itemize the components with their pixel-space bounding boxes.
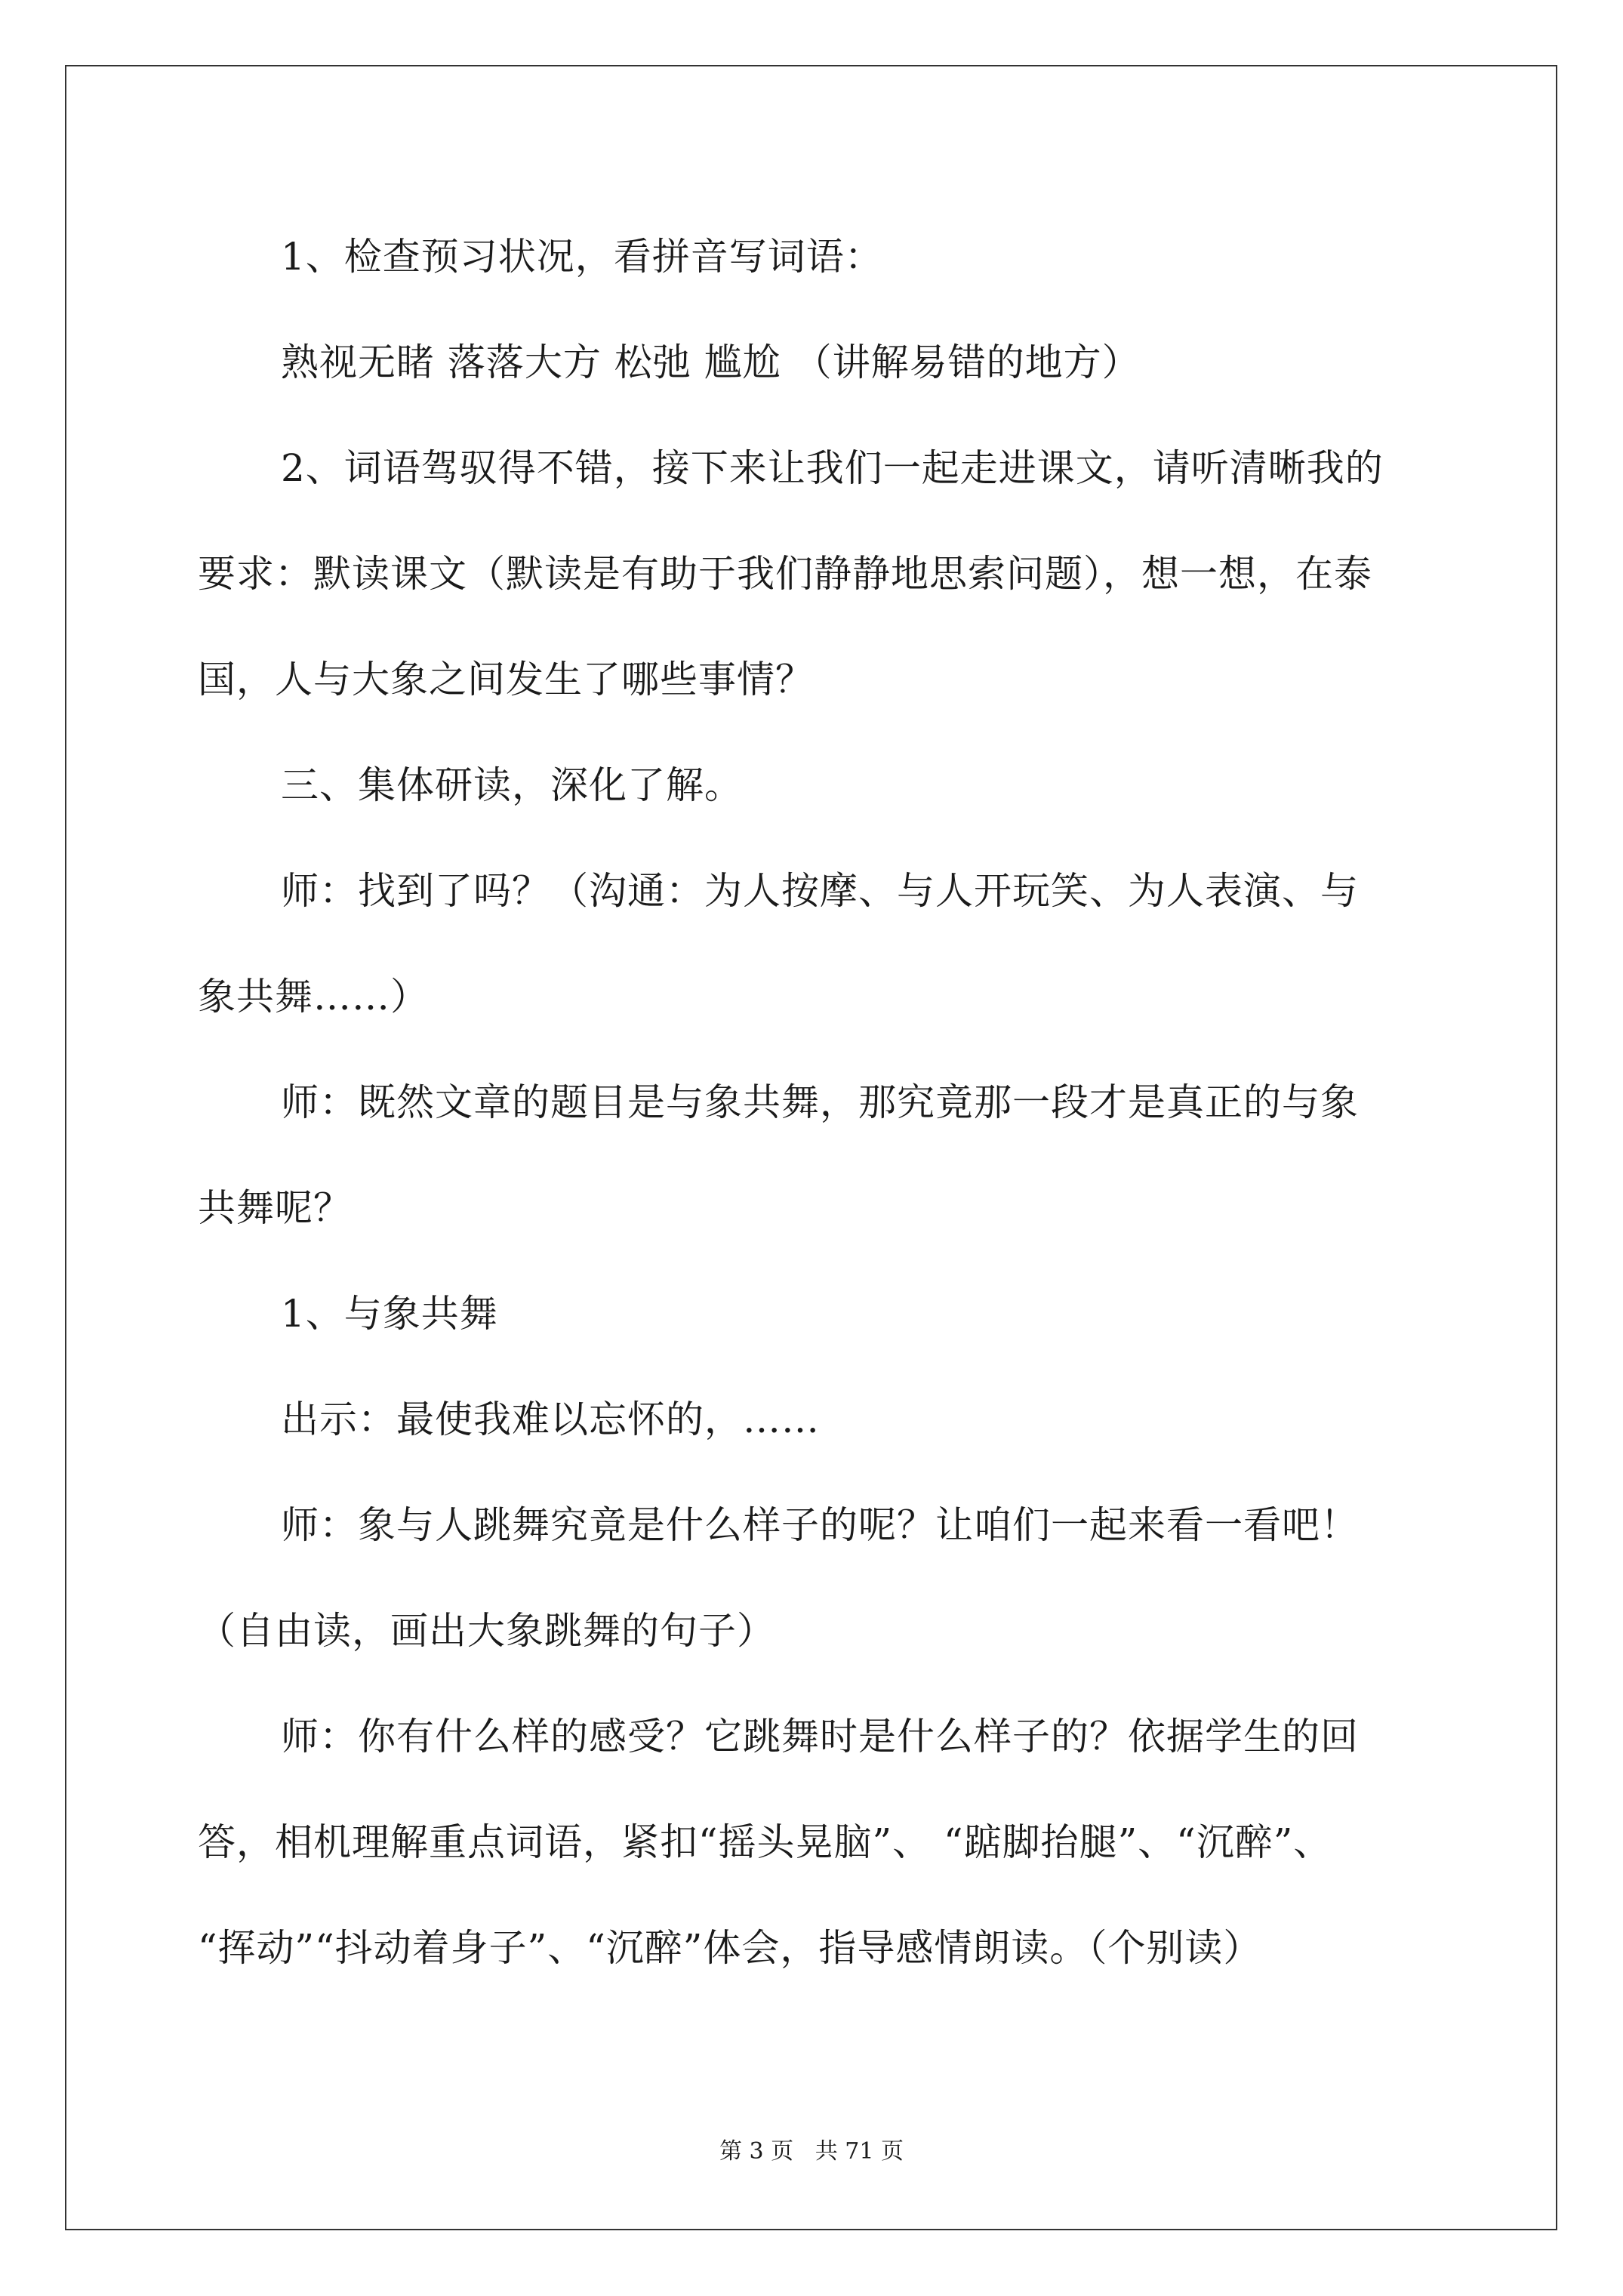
paragraph-line: 2、词语驾驭得不错，接下来让我们一起走进课文，请听清晰我的 bbox=[281, 446, 1384, 490]
paragraph-line: 师：找到了吗？（沟通：为人按摩、与人开玩笑、为人表演、与 bbox=[281, 869, 1359, 913]
paragraph-line: 国，人与大象之间发生了哪些事情？ bbox=[198, 658, 814, 701]
paragraph-line: 1、检查预习状况，看拼音写词语： bbox=[281, 235, 883, 279]
paragraph-line: 熟视无睹 落落大方 松弛 尴尬 （讲解易错的地方） bbox=[281, 341, 1141, 384]
subheading: 1、与象共舞 bbox=[281, 1292, 498, 1336]
paragraph-line: （自由读，画出大象跳舞的句子） bbox=[198, 1609, 775, 1653]
paragraph-line: 师：既然文章的题目是与象共舞，那究竟那一段才是真正的与象 bbox=[281, 1080, 1359, 1124]
page-number: 第 3 页 共 71 页 bbox=[719, 2138, 904, 2165]
paragraph-line: 共舞呢？ bbox=[198, 1186, 352, 1230]
paragraph-line: 出示：最使我难以忘怀的，…… bbox=[281, 1398, 820, 1441]
paragraph-line: 要求：默读课文（默读是有助于我们静静地思索问题），想一想，在泰 bbox=[198, 552, 1372, 596]
section-heading: 三、集体研读，深化了解。 bbox=[281, 763, 743, 807]
paragraph-line: 象共舞……） bbox=[198, 975, 429, 1019]
paragraph-line: “挥动”“抖动着身子”、“沉醉”体会，指导感情朗读。（个别读） bbox=[198, 1926, 1262, 1970]
paragraph-line: 师：象与人跳舞究竟是什么样子的呢？让咱们一起来看一看吧！ bbox=[281, 1503, 1359, 1547]
paragraph-line: 答，相机理解重点词语，紧扣“摇头晃脑”、 “踮脚抬腿”、“沉醉”、 bbox=[198, 1820, 1332, 1864]
page-border bbox=[65, 65, 1557, 2230]
paragraph-line: 师：你有什么样的感受？它跳舞时是什么样子的？依据学生的回 bbox=[281, 1715, 1359, 1758]
